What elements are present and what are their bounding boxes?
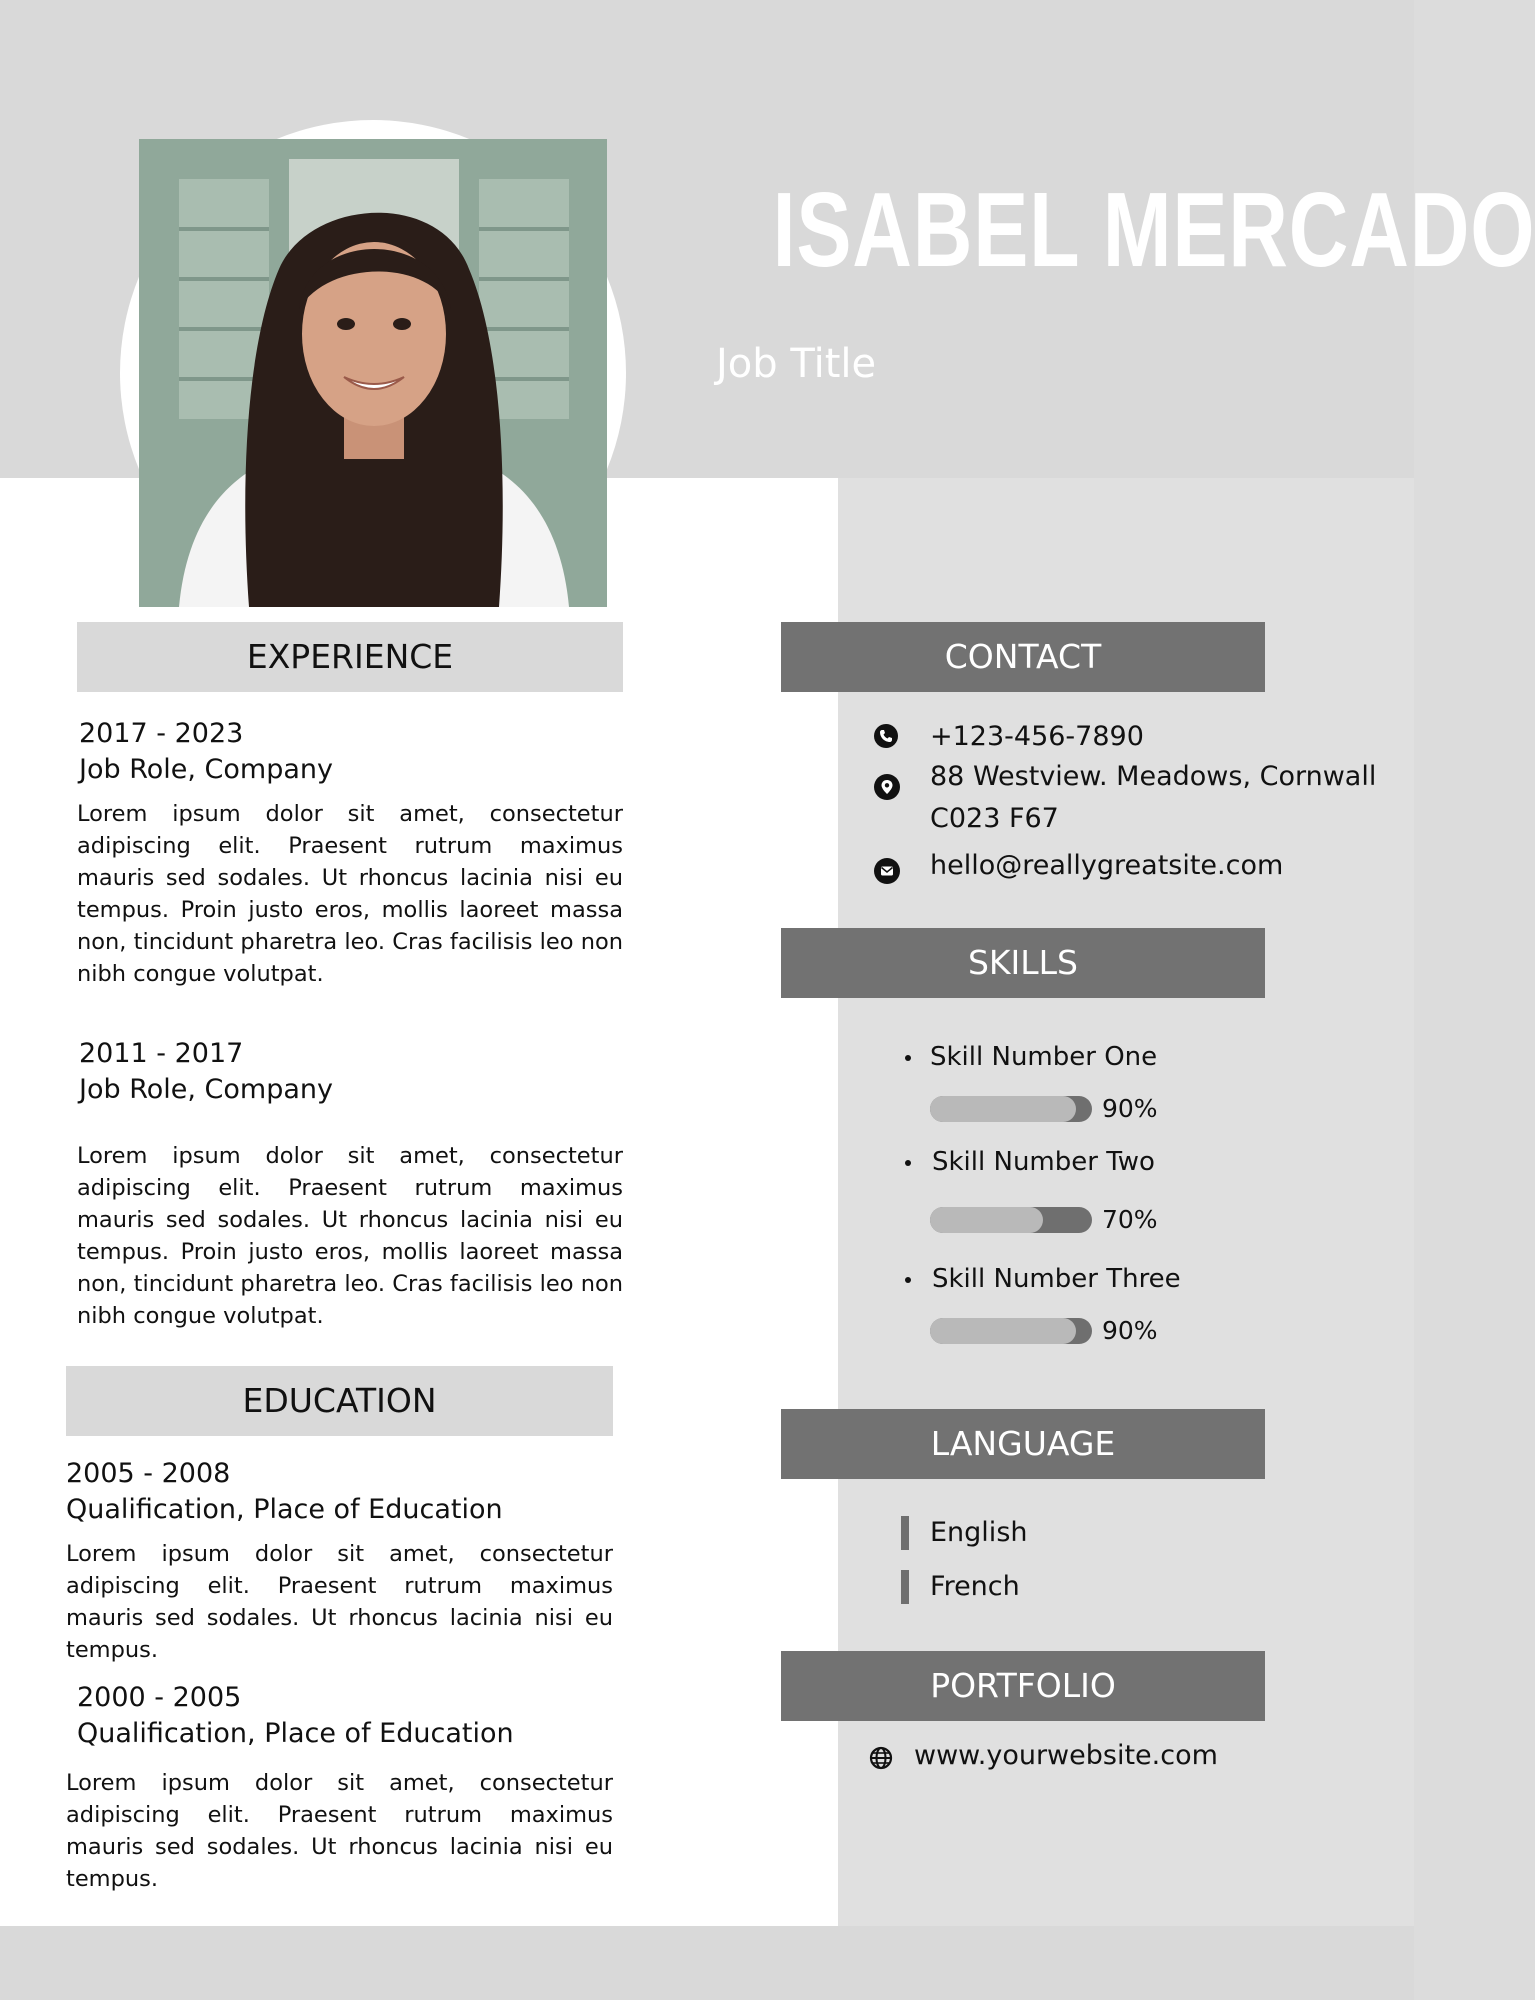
bullet-icon	[905, 1160, 911, 1166]
language-marker	[901, 1570, 909, 1604]
phone-icon	[874, 724, 898, 748]
skill-bar-fill	[930, 1096, 1076, 1122]
skill-percentage: 70%	[1102, 1205, 1158, 1234]
experience-period: 2017 - 2023	[79, 718, 244, 749]
skill-percentage: 90%	[1102, 1094, 1158, 1123]
skill-bar-fill	[930, 1207, 1043, 1233]
mail-icon	[874, 858, 900, 884]
language-item: French	[930, 1571, 1020, 1602]
skill-bar	[930, 1207, 1092, 1233]
contact-address-line2: C023 F67	[930, 803, 1059, 834]
education-qualification: Qualification, Place of Education	[77, 1718, 514, 1749]
portfolio-heading: PORTFOLIO	[781, 1651, 1265, 1721]
contact-address-line1: 88 Westview. Meadows, Cornwall	[930, 761, 1377, 792]
portfolio-website[interactable]: www.yourwebsite.com	[914, 1740, 1218, 1771]
experience-description: Lorem ipsum dolor sit amet, consectetur adipiscing elit. Praesent rutrum maximus mauris sed sodales. Ut rhoncus lacinia nisi eu tempus. Proin justo eros, mollis laoreet massa non, tincidunt pharetra leo. Cras facilisis leo non nibh congue volutpat.	[77, 1143, 623, 1329]
education-period: 2000 - 2005	[77, 1682, 242, 1713]
experience-description: Lorem ipsum dolor sit amet, consectetur adipiscing elit. Praesent rutrum maximus mauris sed sodales. Ut rhoncus lacinia nisi eu tempus. Proin justo eros, mollis laoreet massa non, tincidunt pharetra leo. Cras facilisis leo non nibh congue volutpat.	[77, 801, 623, 987]
location-pin-icon	[874, 774, 900, 800]
footer-band	[0, 1926, 1414, 2000]
skill-name: Skill Number Two	[932, 1147, 1155, 1177]
education-qualification: Qualification, Place of Education	[66, 1494, 503, 1525]
skill-bar	[930, 1318, 1092, 1344]
bullet-icon	[905, 1055, 911, 1061]
language-item: English	[930, 1517, 1028, 1548]
job-title: Job Title	[716, 341, 877, 387]
skill-bar-fill	[930, 1318, 1076, 1344]
profile-photo-illustration	[139, 139, 607, 607]
contact-phone: +123-456-7890	[930, 721, 1144, 752]
skill-bar	[930, 1096, 1092, 1122]
skill-percentage: 90%	[1102, 1316, 1158, 1345]
globe-icon	[869, 1746, 893, 1770]
contact-heading: CONTACT	[781, 622, 1265, 692]
candidate-name: ISABEL MERCADO	[772, 171, 1535, 289]
language-heading: LANGUAGE	[781, 1409, 1265, 1479]
skill-name: Skill Number Three	[932, 1264, 1181, 1294]
skills-heading: SKILLS	[781, 928, 1265, 998]
bullet-icon	[905, 1277, 911, 1283]
experience-role: Job Role, Company	[79, 754, 333, 785]
experience-period: 2011 - 2017	[79, 1038, 244, 1069]
skill-name: Skill Number One	[930, 1042, 1158, 1072]
language-marker	[901, 1516, 909, 1550]
experience-role: Job Role, Company	[79, 1074, 333, 1105]
education-period: 2005 - 2008	[66, 1458, 231, 1489]
experience-heading: EXPERIENCE	[77, 622, 623, 692]
contact-email[interactable]: hello@reallygreatsite.com	[930, 850, 1284, 881]
profile-photo	[139, 139, 607, 607]
education-description: Lorem ipsum dolor sit amet, consectetur adipiscing elit. Praesent rutrum maximus mauris sed sodales. Ut rhoncus lacinia nisi eu tempus.	[66, 1770, 613, 1892]
education-description: Lorem ipsum dolor sit amet, consectetur adipiscing elit. Praesent rutrum maximus mauris sed sodales. Ut rhoncus lacinia nisi eu tempus.	[66, 1541, 613, 1663]
education-heading: EDUCATION	[66, 1366, 613, 1436]
